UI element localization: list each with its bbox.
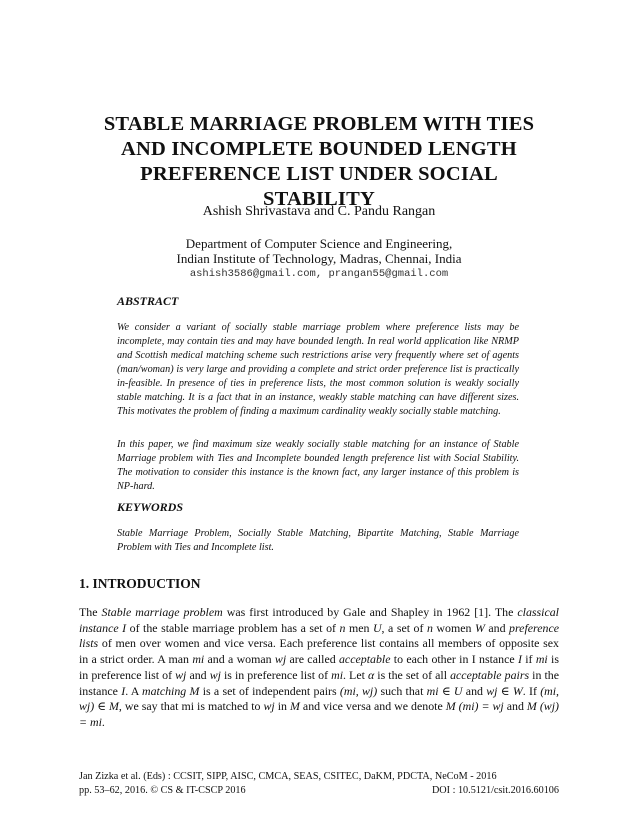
emphasis: acceptable (338, 652, 391, 667)
text-run: in the instance (79, 667, 559, 698)
authors: Ashish Shrivastava and C. Pandu Rangan (202, 204, 436, 219)
emphasis: n (339, 620, 346, 635)
keywords-heading: KEYWORDS (117, 500, 184, 514)
text-run: is in preference list of (79, 652, 559, 682)
text-run: was first introduced by Gale and Shapley in 1962 [1]. The (222, 605, 518, 619)
emphasis: M (290, 699, 300, 714)
text-run: is a set of independent pairs (199, 683, 340, 698)
emphasis: U (453, 683, 463, 698)
introduction-heading: 1. INTRODUCTION (79, 576, 201, 591)
emphasis: mi (535, 652, 548, 667)
text-run: of men over women and vice versa. Each preference list contains all members of opposite sex in a strict order. A man (79, 636, 559, 667)
text-run: , a set of (381, 620, 427, 635)
text-run: . (101, 714, 105, 729)
footer-pages: pp. 53–62, 2016. © CS & IT-CSCP 2016 (79, 785, 246, 796)
text-run: ∈ (438, 683, 454, 698)
paper-title (80, 112, 558, 212)
emphasis: M (wj) = mi (79, 699, 559, 729)
text-run: ∈ (94, 699, 110, 714)
text-run: ∈ (497, 683, 513, 698)
emphasis: wj (486, 683, 498, 698)
emphasis: I (517, 652, 522, 667)
affiliation (0, 236, 638, 266)
abstract-paragraph-1: We consider a variant of socially stable marriage problem where preference lists may be incomplete, may contain ties and may have bounded length. In real world application like NRMP and Scottish medical matching scheme such restrictions arise very frequently where set of agents (man/woman) is very large and providing a complete and strict order preference list is practically in-feasible. In presence of ties in preference lists, the most common solution is weakly socially stable matching. It is a fact that in an instance, weakly stable matching can have different sizes. This motivates the problem of finding a maximum cardinality weakly socially stable matching. (117, 322, 519, 417)
emphasis: W (512, 683, 523, 698)
footer-row (79, 784, 559, 798)
emphasis: (mi, wj) (339, 683, 378, 698)
emphasis: wj (175, 667, 187, 682)
introduction-paragraph (79, 605, 559, 731)
footer-proceedings: Jan Zizka et al. (Eds) : CCSIT, SIPP, AISC, CMCA, SEAS, CSITEC, DaKM, PDCTA, NeCoM - 2016 (79, 771, 497, 782)
text-run: and vice versa and we denote (299, 699, 446, 714)
text-run: women (432, 620, 475, 635)
keywords-text: Stable Marriage Problem, Socially Stable Matching, Bipartite Matching, Stable Marriage Problem with Ties and Incomplete list. (117, 528, 519, 553)
emphasis: mi (426, 683, 439, 698)
title-line: PREFERENCE LIST UNDER SOCIAL (140, 163, 498, 185)
emphasis: wj (263, 699, 275, 714)
text-run: The (79, 605, 102, 619)
title-line: STABLE MARRIAGE PROBLEM WITH TIES (103, 113, 535, 135)
emphasis: wj (209, 667, 221, 682)
emphasis: α (367, 667, 375, 682)
text-run: . If (522, 683, 541, 698)
text-run: is the set of all (374, 667, 451, 682)
title-line: AND INCOMPLETE BOUNDED LENGTH (121, 138, 517, 160)
emphasis: Stable marriage problem (101, 605, 223, 619)
text-run: , we say that mi is matched to (118, 699, 264, 714)
text-run: . A (125, 683, 142, 698)
text-run: and (503, 699, 527, 714)
emphasis: M (109, 699, 119, 714)
emphasis: I (121, 683, 126, 698)
emphasis: matching M (142, 683, 200, 698)
emphasis: mi (331, 667, 344, 682)
text-run: and a woman (204, 652, 275, 667)
emphasis: U (372, 620, 382, 635)
text-run: and (462, 683, 487, 698)
title-line: STABILITY (263, 188, 375, 210)
abstract-heading: ABSTRACT (117, 294, 179, 308)
text-run: are called (286, 652, 339, 667)
author-emails: ashish3586@gmail.com, prangan55@gmail.com (189, 268, 449, 280)
text-run: such that (377, 683, 427, 698)
abstract-paragraph-2: In this paper, we find maximum size weakly socially stable matching for an instance of Stable Marriage problem with Ties and Incomplete bounded length preference list with Social Stability. The motivation to consider this instance is the known fact, any larger instance of this problem is NP-hard. (117, 439, 519, 492)
emphasis: wj (274, 652, 287, 667)
emphasis: M (mi) = wj (445, 699, 504, 714)
affiliation-institute: Indian Institute of Technology, Madras, Chennai, India (176, 251, 462, 266)
text-run: is in preference list of (220, 667, 332, 682)
emphasis: (mi, wj) (79, 683, 560, 714)
text-run: of the stable marriage problem has a set of (126, 620, 340, 635)
text-run: in (274, 699, 290, 714)
text-run: if (521, 652, 536, 667)
text-run: to each other in I nstance (390, 652, 518, 667)
emphasis: acceptable pairs (450, 667, 530, 682)
emphasis: preference lists (79, 620, 560, 651)
footer-doi: DOI : 10.5121/csit.2016.60106 (431, 785, 559, 796)
text-run: and (484, 620, 510, 635)
affiliation-department: Department of Computer Science and Engineering, (185, 236, 453, 251)
page-footer (79, 770, 559, 798)
emphasis: W (474, 620, 485, 635)
emphasis: classical instance I (79, 605, 559, 635)
text-run: men (345, 620, 373, 635)
text-run: and (186, 667, 210, 682)
emphasis: mi (192, 652, 205, 667)
text-run: . Let (343, 667, 368, 682)
emphasis: n (426, 620, 433, 635)
